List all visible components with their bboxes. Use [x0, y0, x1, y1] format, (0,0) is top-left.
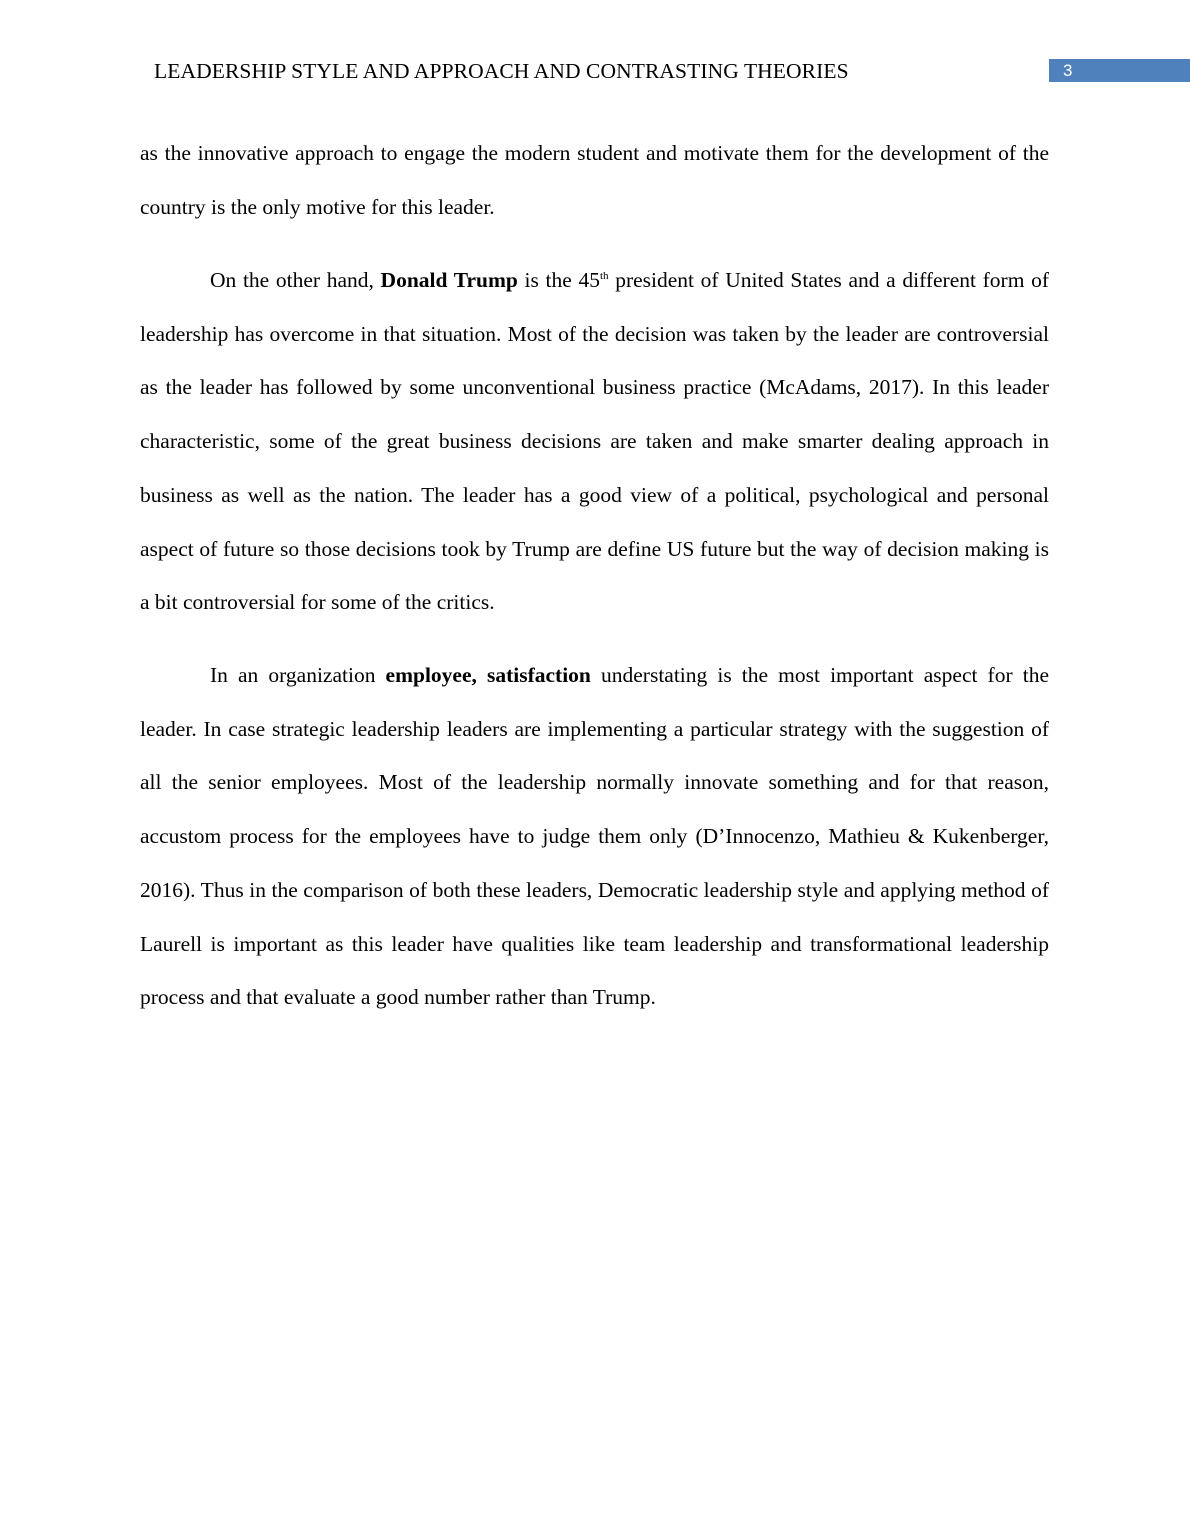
paragraph-text: On the other hand,	[210, 268, 381, 292]
paragraph-text: president of United States and a different form of leadership has overcome in that situation. Most of the decision was taken by the leader are controversial as the leader has followed by some unconventional business practice (McAdams, 2017). In this leader characteristic, some of the great business decisions are taken and make smarter dealing approach in business as well as the nation. The leader has a good view of a political, psychological and personal aspect of future so those decisions took by Trump are define US future but the way of decision making is a bit controversial for some of the critics.	[140, 268, 1050, 615]
paragraph-text: is the 45	[517, 268, 600, 292]
paragraph-continuation: as the innovative approach to engage the modern student and motivate them for the development of the country is the only motive for this leader.	[140, 141, 1049, 219]
page-number: 3	[1063, 61, 1073, 80]
bold-term-employee-satisfaction: employee, satisfaction	[385, 663, 591, 687]
paragraph-donald-trump	[140, 254, 1049, 630]
page-number-badge	[1049, 59, 1190, 82]
ordinal-superscript: th	[599, 269, 609, 282]
running-header-title: LEADERSHIP STYLE AND APPROACH AND CONTRASTING THEORIES	[154, 59, 849, 83]
paragraph-text: In an organization	[210, 663, 386, 687]
bold-term-donald-trump: Donald Trump	[380, 268, 518, 292]
paragraph-text: understating is the most important aspect for the leader. In case strategic leadership leaders are implementing a particular strategy with the suggestion of all the senior employees. Most of the leadership normally innovate something and for that reason, accustom process for the employees have to judge them only (D’Innocenzo, Mathieu & Kukenberger, 2016). Thus in the comparison of both these leaders, Democratic leadership style and applying method of Laurell is important as this leader have qualities like team leadership and transformational leadership process and that evaluate a good number rather than Trump.	[140, 663, 1049, 1010]
paragraph-employee-satisfaction	[140, 649, 1049, 1025]
